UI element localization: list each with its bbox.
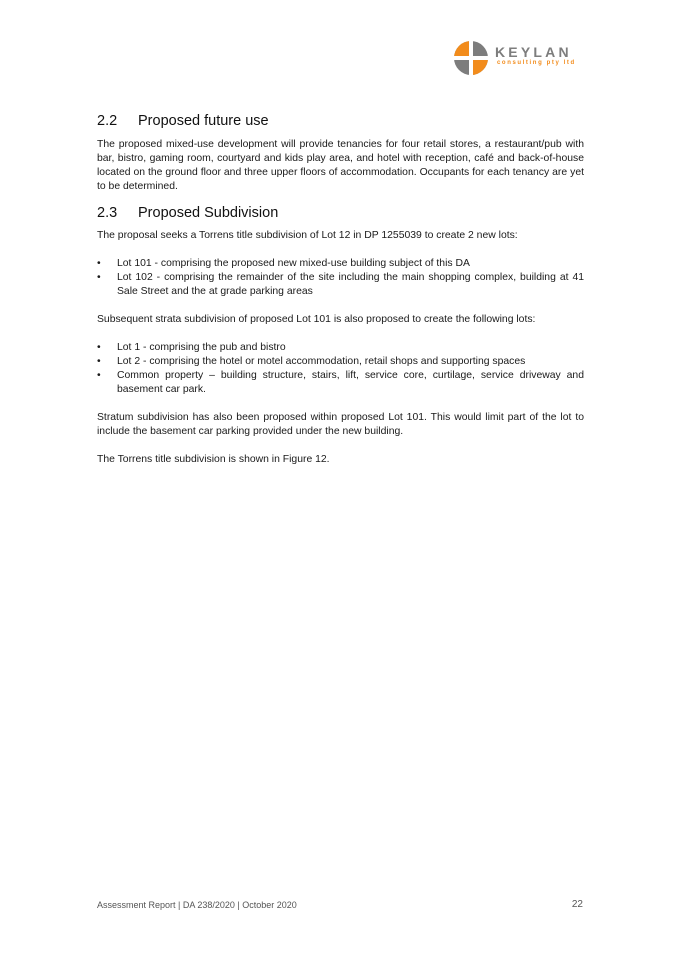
footer-document-info: Assessment Report | DA 238/2020 | October 2020 bbox=[97, 900, 297, 910]
section-title: Proposed future use bbox=[138, 113, 269, 129]
section-heading-2-2 bbox=[97, 113, 584, 129]
section-heading-2-3 bbox=[97, 205, 584, 221]
logo-tagline: consulting pty ltd bbox=[497, 60, 576, 66]
keylan-logo bbox=[453, 40, 593, 80]
future-use-paragraph: The proposed mixed-use development will provide tenancies for four retail stores, a restaurant/pub with bar, bistro, gaming room, courtyard and kids play area, and hotel with reception, café and back-of-house located on the ground floor and three upper floors of accommodation. Occupants for each tenancy are yet to be determined. bbox=[97, 139, 584, 192]
list-item: • Common property – building structure, stairs, lift, service core, curtilage, service driveway and basement car park. bbox=[97, 370, 584, 395]
section-number: 2.3 bbox=[97, 205, 118, 221]
bullet-icon: • bbox=[97, 342, 101, 353]
closing-paragraph: The Torrens title subdivision is shown in Figure 12. bbox=[97, 454, 330, 465]
section-title: Proposed Subdivision bbox=[138, 205, 279, 221]
bullet-icon: • bbox=[97, 272, 101, 283]
list-item: • Lot 2 - comprising the hotel or motel accommodation, retail shops and supporting spaces bbox=[97, 356, 526, 367]
bullet-icon: • bbox=[97, 258, 101, 269]
torrens-lot-list bbox=[97, 257, 584, 299]
list-item: • Lot 102 - comprising the remainder of the site including the main shopping complex, building at 41 Sale Street and the at grade parking areas bbox=[97, 272, 584, 297]
stratum-paragraph: Stratum subdivision has also been proposed within proposed Lot 101. This would limit part of the lot to include the basement car parking provided under the new building. bbox=[97, 412, 584, 437]
page-number: 22 bbox=[571, 899, 583, 910]
list-item: • Lot 1 - comprising the pub and bistro bbox=[97, 342, 286, 353]
logo-name: KEYLAN bbox=[495, 44, 572, 60]
strata-intro: Subsequent strata subdivision of proposed Lot 101 is also proposed to create the following lots: bbox=[97, 314, 536, 325]
bullet-icon: • bbox=[97, 356, 101, 367]
list-item: • Lot 101 - comprising the proposed new mixed-use building subject of this DA bbox=[97, 258, 470, 269]
keylan-logo-icon bbox=[453, 40, 489, 76]
document-body bbox=[97, 113, 584, 467]
section-number: 2.2 bbox=[97, 113, 118, 129]
subdivision-intro: The proposal seeks a Torrens title subdivision of Lot 12 in DP 1255039 to create 2 new lots: bbox=[97, 230, 518, 241]
strata-lot-list bbox=[97, 341, 584, 397]
bullet-icon: • bbox=[97, 370, 101, 381]
